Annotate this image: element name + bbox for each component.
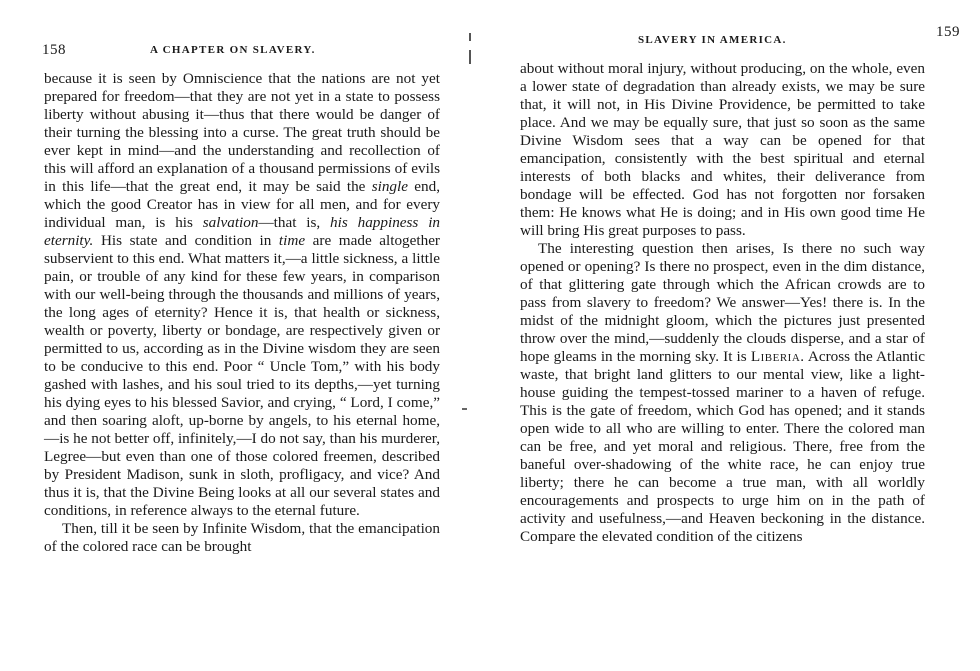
right-running-title: SLAVERY IN AMERICA. <box>638 34 787 46</box>
gutter-mark <box>469 50 471 64</box>
italic-text: his happiness in eternity. <box>44 214 441 249</box>
text-run: His state and condition in <box>93 232 279 249</box>
left-running-title: A CHAPTER ON SLAVERY. <box>150 44 316 56</box>
text-run: are made altogether subservient to this end. What matters it,—a little sickness, a little pain, or trouble of any kind for these few years, in comparison with our well-being through the thousands and millions of years, the long ages of eternity? Hence it is, that health or sickness, wealth or poverty, liberty or bondage, are respectively given or permitted to us, according as in the Divine wisdom they are seen to be conducive to this end. Poor “ Uncle Tom,” with his body gashed with lashes, and his soul tried to its depths,—yet turning his dying eyes to his blessed Savior, and crying, “ Lord, I come,” and then soaring aloft, up-borne by angels, to his eternal home,—is he not better off, infinitely,—I do not say, than his murderer, Legree—but even than one of those colored freemen, described by President Madison, sunk in sloth, profligacy, and vice? And thus it is, that the Divine Being looks at all our several states and conditions, in reference always to the eternal future. <box>44 232 440 519</box>
text-run: about without moral injury, without producing, on the whole, even a lower state of degradation than already exists, we may be sure that, it will not, in His Divine Providence, be permitted to take place. And we may be equally sure, that just so soon as the same Divine Wisdom sees that a way can be opened for that emancipation, consistently with the best spiritual and eternal interests of both blacks and whites, their deliverance from bondage will be effected. God has not forgotten nor forsaken them: He knows what He is doing; and in His own good time He will bring His great purposes to pass. <box>520 60 925 239</box>
right-page-text <box>520 60 925 546</box>
text-run: Across the Atlantic waste, that bright land glitters to our mental view, like a light-house guiding the tempest-tossed mariner to a haven of refuge. This is the gate of freedom, which God has opened; and it stands open wide to all who are willing to enter. There the colored man can be free, and yet moral and religious. There, free from the baneful over-shadowing of the white race, he can enjoy true liberty; there he can become a true man, with all worldly encouragements and prospects to urge him on in the path of activity and usefulness,—and Heaven beckoning in the distance. Compare the elevated condition of the citizens <box>520 348 925 545</box>
text-run: end, which the good Creator has in view for all men, and for every individual man, is his <box>44 178 440 231</box>
text-run: The interesting question then arises, Is there no such way opened or opening? Is there no prospect, even in the dim distance, of that glittering gate through which the African crowds are to pass from slavery to freedom? We answer—Yes! there is. In the midst of the midnight gloom, which the pictures just presented throw over the mind,—suddenly the clouds disperse, and a star of hope gleams in the morning sky. It is <box>520 240 925 365</box>
right-page-number: 159 <box>936 24 960 40</box>
right-page <box>490 0 980 671</box>
italic-text: single <box>371 178 408 195</box>
left-page-text <box>44 70 440 556</box>
small-caps-text: Liberia. <box>750 348 805 365</box>
paragraph <box>520 240 925 546</box>
left-page-number: 158 <box>42 42 66 58</box>
text-run: because it is seen by Omniscience that the nations are not yet prepared for freedom—that they are not yet in a state to possess liberty without abusing it—thus that there would be danger of their turning the blessing into a curse. The great truth should be ever kept in mind—and the understanding and recollection of this will afford an explanation of a thousand permissions of evils in this life—that the great end, it may be said the <box>44 70 440 195</box>
paragraph <box>44 520 440 556</box>
text-run: —that is, <box>258 214 331 231</box>
italic-text: salvation <box>202 214 259 231</box>
paragraph <box>520 60 925 240</box>
gutter-mark <box>462 408 467 410</box>
left-page-header <box>42 38 462 58</box>
gutter-mark <box>469 33 471 41</box>
italic-text: time <box>278 232 306 249</box>
left-page <box>0 0 470 671</box>
paragraph <box>44 70 440 520</box>
right-page-header <box>630 24 960 48</box>
text-run: Then, till it be seen by Infinite Wisdom, that the emancipation of the colored race can be brought <box>44 520 440 555</box>
